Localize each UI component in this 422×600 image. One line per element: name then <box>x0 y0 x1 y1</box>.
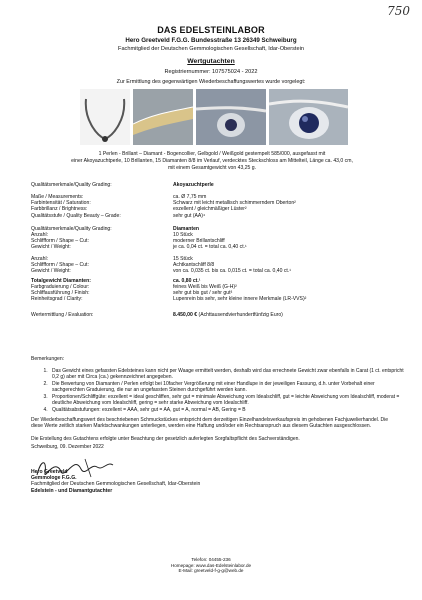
eightcut-weight-label: Gewicht / Weight: <box>31 268 71 274</box>
liability-paragraph: Der Wiederbeschaffungswert des beschriebenen Schmuckstückes entspricht dem derzeitigen Einzelhandelsverkaufspreis im gehobenen Fachjuwelierhandel. Die diese Werte zeitlich starken Marktschwankungen unterliegen, werden eine Haftung und/oder ein Rechtsanspruch aus diesem Gutachten ausgeschlossen. <box>31 417 389 430</box>
total-weight-value: ca. 0,80 ct.¹ <box>173 278 201 284</box>
remark-item: 2. Die Bewertung von Diamanten / Perlen erfolgt bei 10facher Vergrößerung mit einer Handlupe in der jeweiligen Fassung, d.h. unter Vorbehalt einer sachgerechten Graduierung, die nur an ungefassten Steinen durchgeführt werden kann. <box>49 381 404 393</box>
diamonds-header-value: Diamanten <box>173 226 200 232</box>
document-title: Wertgutachten <box>187 58 235 65</box>
eightcut-weight-value: von ca. 0,035 ct. bis ca. 0,015 ct. = total ca. 0,40 ct.¹ <box>173 268 291 274</box>
total-weight-label: Totalgewicht Diamanten: <box>31 278 91 284</box>
eightcut-count-label: Anzahl: <box>31 256 48 262</box>
clarity-value: Lupenrein bis sehr, sehr kleine innere Merkmale (LR-VVS)² <box>173 296 307 302</box>
diligence-paragraph: Die Erstellung des Gutachtens erfolgte unter Beachtung der gesetzlich auferlegten Sorgfaltspflicht des Sachverständigen. <box>31 436 300 442</box>
remark-item: 3. Proportionen/Schliffgüte: exzellent = ideal geschliffen, sehr gut = minimale Abweichung vom Idealschliff, gut = leichte Abweichung vom Idealschliff, moderat = deutliche Abweichung vom Idealschliff, gering = sehr starke Abweichung vom Idealschliff. <box>49 394 404 406</box>
pearl-grade-value: sehr gut (AA)⁴ <box>173 213 206 219</box>
evaluation-amount-words: (Achttausendvierhundertfünfzig Euro) <box>197 312 283 318</box>
signer-name: Hero Greetveld <box>31 469 68 475</box>
colour-label: Farbgraduierung / Colour: <box>31 284 90 290</box>
pearl-closeup-photo <box>269 89 348 145</box>
place-date: Schweiburg, 09. Dezember 2022 <box>31 444 104 450</box>
clasp-detail-photo <box>133 89 193 145</box>
necklace-overview-photo <box>80 89 130 145</box>
footer-phone: Telefon: 04455-236 <box>191 557 231 562</box>
item-description <box>42 151 382 171</box>
pearl-measurements-value: ca. Ø 7,75 mm <box>173 194 207 200</box>
eightcut-count-value: 15 Stück <box>173 256 193 262</box>
grading-header-value: Akoyazuchtperle <box>173 182 214 188</box>
lab-title: DAS EDELSTEINLABOR <box>157 25 265 35</box>
signer-role: Edelstein - und Diamantgutachter <box>31 487 113 494</box>
pearl-grading <box>31 182 391 222</box>
footer <box>0 557 422 574</box>
pearl-brightness-value: exzellent / gleichmäßiger Lüster² <box>173 206 247 212</box>
diamonds-header-label: Qualitätsmerkmale/Quality Grading: <box>31 226 112 232</box>
pearl-grade-label: Qualitätsstufe / Quality Beauty – Grade: <box>31 213 121 219</box>
lab-membership: Fachmitglied der Deutschen Gemmologischen Gesellschaft, Idar-Oberstein <box>118 46 304 52</box>
brilliant-weight-value: je ca. 0,04 ct. = total ca. 0,40 ct.¹ <box>173 244 247 250</box>
clarity-label: Reinheitsgrad / Clarity: <box>31 296 83 302</box>
jewelry-photos <box>80 89 348 145</box>
evaluation-amount: 8.450,00 € <box>173 312 198 318</box>
finish-value: sehr gut bis gut / sehr gut³ <box>173 290 233 296</box>
grading-header-label: Qualitätsmerkmale/Quality Grading: <box>31 182 112 188</box>
signer-title: Gemmologe F.G.G. <box>31 475 77 482</box>
signer-block <box>31 469 200 494</box>
pearl-saturation-label: Farbintensität / Saturation: <box>31 200 91 206</box>
brilliant-count-label: Anzahl: <box>31 232 48 238</box>
brilliant-weight-label: Gewicht / Weight: <box>31 244 71 250</box>
remark-item: 1. Das Gewicht eines gefassten Edelsteines kann nicht per Waage ermittelt werden, deshalb wird das errechnete Gewicht zwar ebenfalls in Carat (1 ct. entspricht 0,2 g) aber mit Circa (ca.) gekennzeichnet angegeben. <box>49 368 404 380</box>
pearl-brightness-label: Farbbrillanz / Brightness: <box>31 206 88 212</box>
finish-label: Schliffausführung / Finish: <box>31 290 90 296</box>
footer-email: E-Mail: greetveld-f-g-g@web.de <box>178 568 244 574</box>
remarks-list <box>31 368 404 414</box>
lab-address: Hero Greetveld F.G.G. Bundesstraße 13 26349 Schweiburg <box>125 37 297 44</box>
pearl-saturation-value: Schwarz mit leicht metallisch schimmerndem Oberton² <box>173 200 296 206</box>
colour-value: feines Weiß bis Weiß (G-H)² <box>173 284 237 290</box>
eightcut-cut-label: Schliffform / Shape – Cut: <box>31 262 89 268</box>
evaluation-label: Wertermittlung / Evaluation: <box>31 312 94 318</box>
eightcut-cut-value: Achtkantschliff 8/8 <box>173 262 215 268</box>
brilliant-cut-label: Schliffform / Shape – Cut: <box>31 238 89 244</box>
diamond-grading <box>31 226 391 356</box>
evaluation-value <box>173 312 393 318</box>
purpose-statement: Zur Ermittlung des gegenwärtigen Wiederbeschaffungswertes wurde vorgelegt: <box>116 79 306 85</box>
remarks-title: Bemerkungen: <box>31 356 65 362</box>
footer-homepage: Homepage: www.das-Edelsteinlabor.de <box>170 562 252 568</box>
handwritten-note: 750 <box>387 4 410 18</box>
registration-number: Registriernummer: 107575024 - 2022 <box>164 69 258 75</box>
pearl-measurements-label: Maße / Measurements: <box>31 194 84 200</box>
description-line-1: 1 Perlen - Brillant – Diamant - Bogencollier, Gelbgold / Weißgold gestempelt 585/000, ausgefasst mit <box>98 151 326 157</box>
description-line-2: einer Akoyazuchtperle, 10 Brillanten, 15 Diamanten 8/8 im Verlauf, verdecktes Steckschloss am Mittelteil, Länge ca. 43,0 cm, <box>71 157 353 164</box>
description-line-3: mit einem Gesamtgewicht von 43,25 g. <box>167 164 257 171</box>
centerpiece-photo <box>196 89 266 145</box>
remark-item: 4. Qualitätsabstufungen: exzellent = AAA, sehr gut = AA, gut = A, normal = AB, Gering = B <box>49 407 404 413</box>
brilliant-count-value: 10 Stück <box>173 232 193 238</box>
brilliant-cut-value: moderner Brillantschliff <box>173 238 225 244</box>
signer-membership: Fachmitglied der Deutschen Gemmologischen Gesellschaft, Idar-Oberstein <box>31 481 201 488</box>
